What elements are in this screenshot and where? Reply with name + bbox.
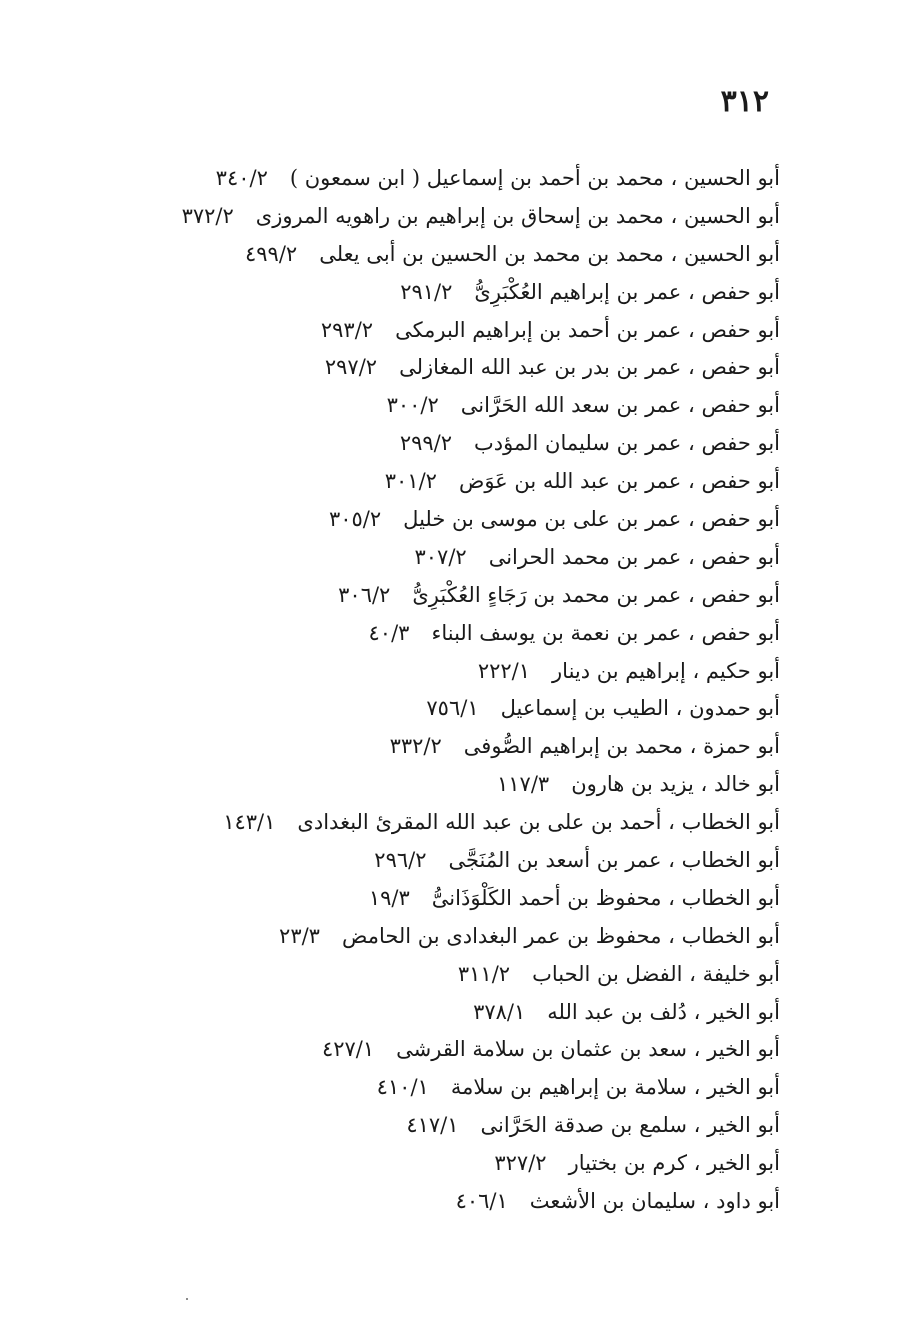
index-entry <box>60 918 780 956</box>
entry-name: أبو الخير ، سلمع بن صدقة الحَرَّانى <box>480 1113 780 1138</box>
index-entry <box>60 274 780 312</box>
entry-reference: ٤٩٩/٢ <box>245 241 298 266</box>
entry-reference: ٤١٠/١ <box>376 1075 429 1100</box>
entry-name: أبو الخير ، كرم بن بختيار <box>568 1151 780 1176</box>
index-entry <box>60 198 780 236</box>
entry-name: أبو حفص ، عمر بن محمد بن رَجَاءٍ العُكْبَرِىُّ <box>412 582 780 607</box>
entry-reference: ٣٣٢/٢ <box>389 734 442 759</box>
entry-name: أبو الخير ، سعد بن عثمان بن سلامة القرشى <box>396 1037 780 1062</box>
entry-name: أبو حفص ، عمر بن على بن موسى بن خليل <box>403 507 780 532</box>
entry-name: أبو الخطاب ، عمر بن أسعد بن المُنَجَّى <box>448 848 780 873</box>
index-entry <box>60 728 780 766</box>
index-entry <box>60 312 780 350</box>
entry-name: أبو حمدون ، الطيب بن إسماعيل <box>500 696 780 721</box>
index-entry <box>60 1031 780 1069</box>
entry-reference: ٣٠١/٢ <box>384 469 437 494</box>
entry-name: أبو حفص ، عمر بن بدر بن عبد الله المغازلى <box>399 355 780 380</box>
entry-name: أبو الخطاب ، أحمد بن على بن عبد الله المقرئ البغدادى <box>297 810 780 835</box>
entry-name: أبو الخير ، سلامة بن إبراهيم بن سلامة <box>450 1075 780 1100</box>
entry-name: أبو حفص ، عمر بن محمد الحرانى <box>488 544 780 569</box>
index-entry <box>60 653 780 691</box>
index-entries-list <box>60 160 780 1221</box>
entry-reference: ٣٤٠/٢ <box>215 166 268 190</box>
index-entry <box>60 956 780 994</box>
index-entry <box>60 804 780 842</box>
index-entry <box>60 463 780 501</box>
entry-name: أبو حفص ، عمر بن عبد الله بن عَوَض <box>458 469 780 494</box>
index-entry <box>60 690 780 728</box>
entry-name: أبو خالد ، يزيد بن هارون <box>571 772 780 797</box>
entry-reference: ٤٠/٣ <box>368 620 410 645</box>
entry-reference: ٣٠٦/٢ <box>338 582 391 607</box>
entry-name: أبو حفص ، عمر بن نعمة بن يوسف البناء <box>431 620 780 645</box>
entry-reference: ٢٢٢/١ <box>477 658 531 683</box>
entry-name: أبو الحسين ، محمد بن محمد بن الحسين بن أبى يعلى <box>319 241 780 266</box>
index-entry <box>60 425 780 463</box>
index-entry <box>60 577 780 615</box>
entry-name: أبو داود ، سليمان بن الأشعث <box>529 1189 780 1214</box>
entry-name: أبو حفص ، عمر بن إبراهيم العُكْبَرِىُّ <box>474 279 780 304</box>
entry-reference: ١٤٣/١ <box>223 810 276 835</box>
entry-reference: ٧٥٦/١ <box>426 696 479 721</box>
entry-name: أبو خليفة ، الفضل بن الحباب <box>532 961 780 986</box>
entry-name: أبو حكيم ، إبراهيم بن دينار <box>552 658 780 683</box>
entry-reference: ٢٩١/٢ <box>400 279 453 304</box>
index-entry <box>60 501 780 539</box>
entry-reference: ٣٠٠/٢ <box>386 393 439 418</box>
index-entry <box>60 615 780 653</box>
index-entry <box>60 349 780 387</box>
index-entry <box>60 994 780 1032</box>
entry-reference: ٤٠٦/١ <box>455 1189 508 1214</box>
page-number: ٣١٢ <box>720 84 769 119</box>
entry-name: أبو حمزة ، محمد بن إبراهيم الصُّوفى <box>463 734 780 759</box>
scan-speck <box>186 1298 188 1300</box>
index-entry <box>60 387 780 425</box>
entry-name: أبو الحسين ، محمد بن إسحاق بن إبراهيم بن راهويه المروزى <box>255 203 780 228</box>
entry-reference: ٢٩٧/٢ <box>324 355 378 380</box>
entry-reference: ٣٠٥/٢ <box>328 507 382 532</box>
entry-reference: ٤٢٧/١ <box>321 1037 375 1062</box>
index-entry <box>60 880 780 918</box>
entry-reference: ١٩/٣ <box>368 885 410 910</box>
entry-reference: ٣٢٧/٢ <box>494 1151 547 1176</box>
index-entry <box>60 842 780 880</box>
entry-reference: ١١٧/٣ <box>497 772 550 797</box>
entry-reference: ٢٩٩/٢ <box>399 431 453 456</box>
entry-reference: ٣٠٧/٢ <box>414 544 467 569</box>
entry-reference: ٢٩٦/٢ <box>374 848 427 873</box>
index-entry <box>60 1107 780 1145</box>
index-entry <box>60 160 780 198</box>
index-entry <box>60 1069 780 1107</box>
index-entry <box>60 1183 780 1221</box>
entry-reference: ٢٩٣/٢ <box>320 317 374 342</box>
index-entry <box>60 236 780 274</box>
index-entry <box>60 766 780 804</box>
entry-name: أبو الخير ، دُلف بن عبد الله <box>547 999 780 1024</box>
entry-reference: ٣٧٢/٢ <box>181 203 234 228</box>
entry-name: أبو حفص ، عمر بن أحمد بن إبراهيم البرمكى <box>395 317 780 342</box>
entry-reference: ٢٣/٣ <box>279 923 320 948</box>
entry-name: أبو حفص ، عمر بن سعد الله الحَرَّانى <box>460 393 780 418</box>
entry-reference: ٤١٧/١ <box>406 1113 459 1138</box>
entry-reference: ٣١١/٢ <box>457 961 511 986</box>
index-entry <box>60 539 780 577</box>
entry-name: أبو حفص ، عمر بن سليمان المؤدب <box>474 431 780 456</box>
index-entry <box>60 1145 780 1183</box>
entry-reference: ٣٧٨/١ <box>473 999 526 1024</box>
entry-name: أبو الخطاب ، محفوظ بن أحمد الكَلْوَذَانىُّ <box>431 885 780 910</box>
entry-name: أبو الحسين ، محمد بن أحمد بن إسماعيل ( ابن سمعون ) <box>289 166 780 190</box>
entry-name: أبو الخطاب ، محفوظ بن عمر البغدادى بن الحامض <box>341 923 780 948</box>
